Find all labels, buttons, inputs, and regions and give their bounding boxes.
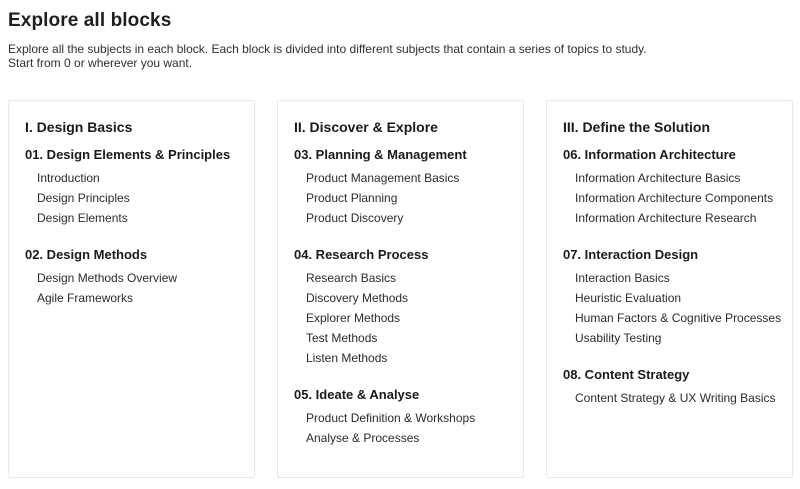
topic-link[interactable]: Research Basics [306,271,397,285]
topic-link[interactable]: Information Architecture Basics [575,171,741,185]
block-title: II. Discover & Explore [294,119,438,135]
topic-link[interactable]: Product Definition & Workshops [306,411,476,425]
page-description [8,42,792,70]
subject-group [563,145,776,228]
topic-link[interactable]: Content Strategy & UX Writing Basics [575,391,776,405]
block-title: III. Define the Solution [563,119,710,135]
block-card-define-solution [546,100,793,478]
subject-title: 06. Information Architecture [563,147,736,162]
topic-link[interactable]: Information Architecture Research [575,211,757,225]
subject-title: 08. Content Strategy [563,367,690,382]
topic-link[interactable]: Introduction [37,171,100,185]
topic-link[interactable]: Product Management Basics [306,171,460,185]
subject-group [294,245,507,368]
subject-title: 01. Design Elements & Principles [25,147,231,162]
blocks-container [8,100,793,478]
topic-link[interactable]: Design Principles [37,191,130,205]
page-header [0,0,800,70]
subject-group [294,385,507,448]
topic-link[interactable]: Usability Testing [575,331,662,345]
topic-link[interactable]: Discovery Methods [306,291,409,305]
topic-link[interactable]: Human Factors & Cognitive Processes [575,311,782,325]
subject-title: 04. Research Process [294,247,429,262]
subject-group [563,365,776,408]
topic-link[interactable]: Listen Methods [306,351,388,365]
topic-link[interactable]: Analyse & Processes [306,431,420,445]
block-card-discover-explore [277,100,524,478]
topic-link[interactable]: Information Architecture Components [575,191,774,205]
block-card-design-basics [8,100,255,478]
page-description-line-1: Explore all the subjects in each block. Each block is divided into different subjects that contain a series of topics to study. [8,42,647,56]
topic-link[interactable]: Design Methods Overview [37,271,178,285]
page-description-line-2: Start from 0 or wherever you want. [8,56,193,70]
subject-group [25,245,238,308]
topic-link[interactable]: Design Elements [37,211,128,225]
block-title: I. Design Basics [25,119,133,135]
subject-group [294,145,507,228]
topic-link[interactable]: Explorer Methods [306,311,401,325]
topic-link[interactable]: Product Discovery [306,211,404,225]
page-title: Explore all blocks [8,10,172,31]
subject-title: 05. Ideate & Analyse [294,387,420,402]
topic-link[interactable]: Interaction Basics [575,271,670,285]
topic-link[interactable]: Product Planning [306,191,398,205]
topic-link[interactable]: Heuristic Evaluation [575,291,682,305]
subject-title: 03. Planning & Management [294,147,467,162]
subject-title: 02. Design Methods [25,247,148,262]
subject-group [25,145,238,228]
subject-title: 07. Interaction Design [563,247,699,262]
subject-group [563,245,782,348]
topic-link[interactable]: Test Methods [306,331,378,345]
topic-link[interactable]: Agile Frameworks [37,291,134,305]
